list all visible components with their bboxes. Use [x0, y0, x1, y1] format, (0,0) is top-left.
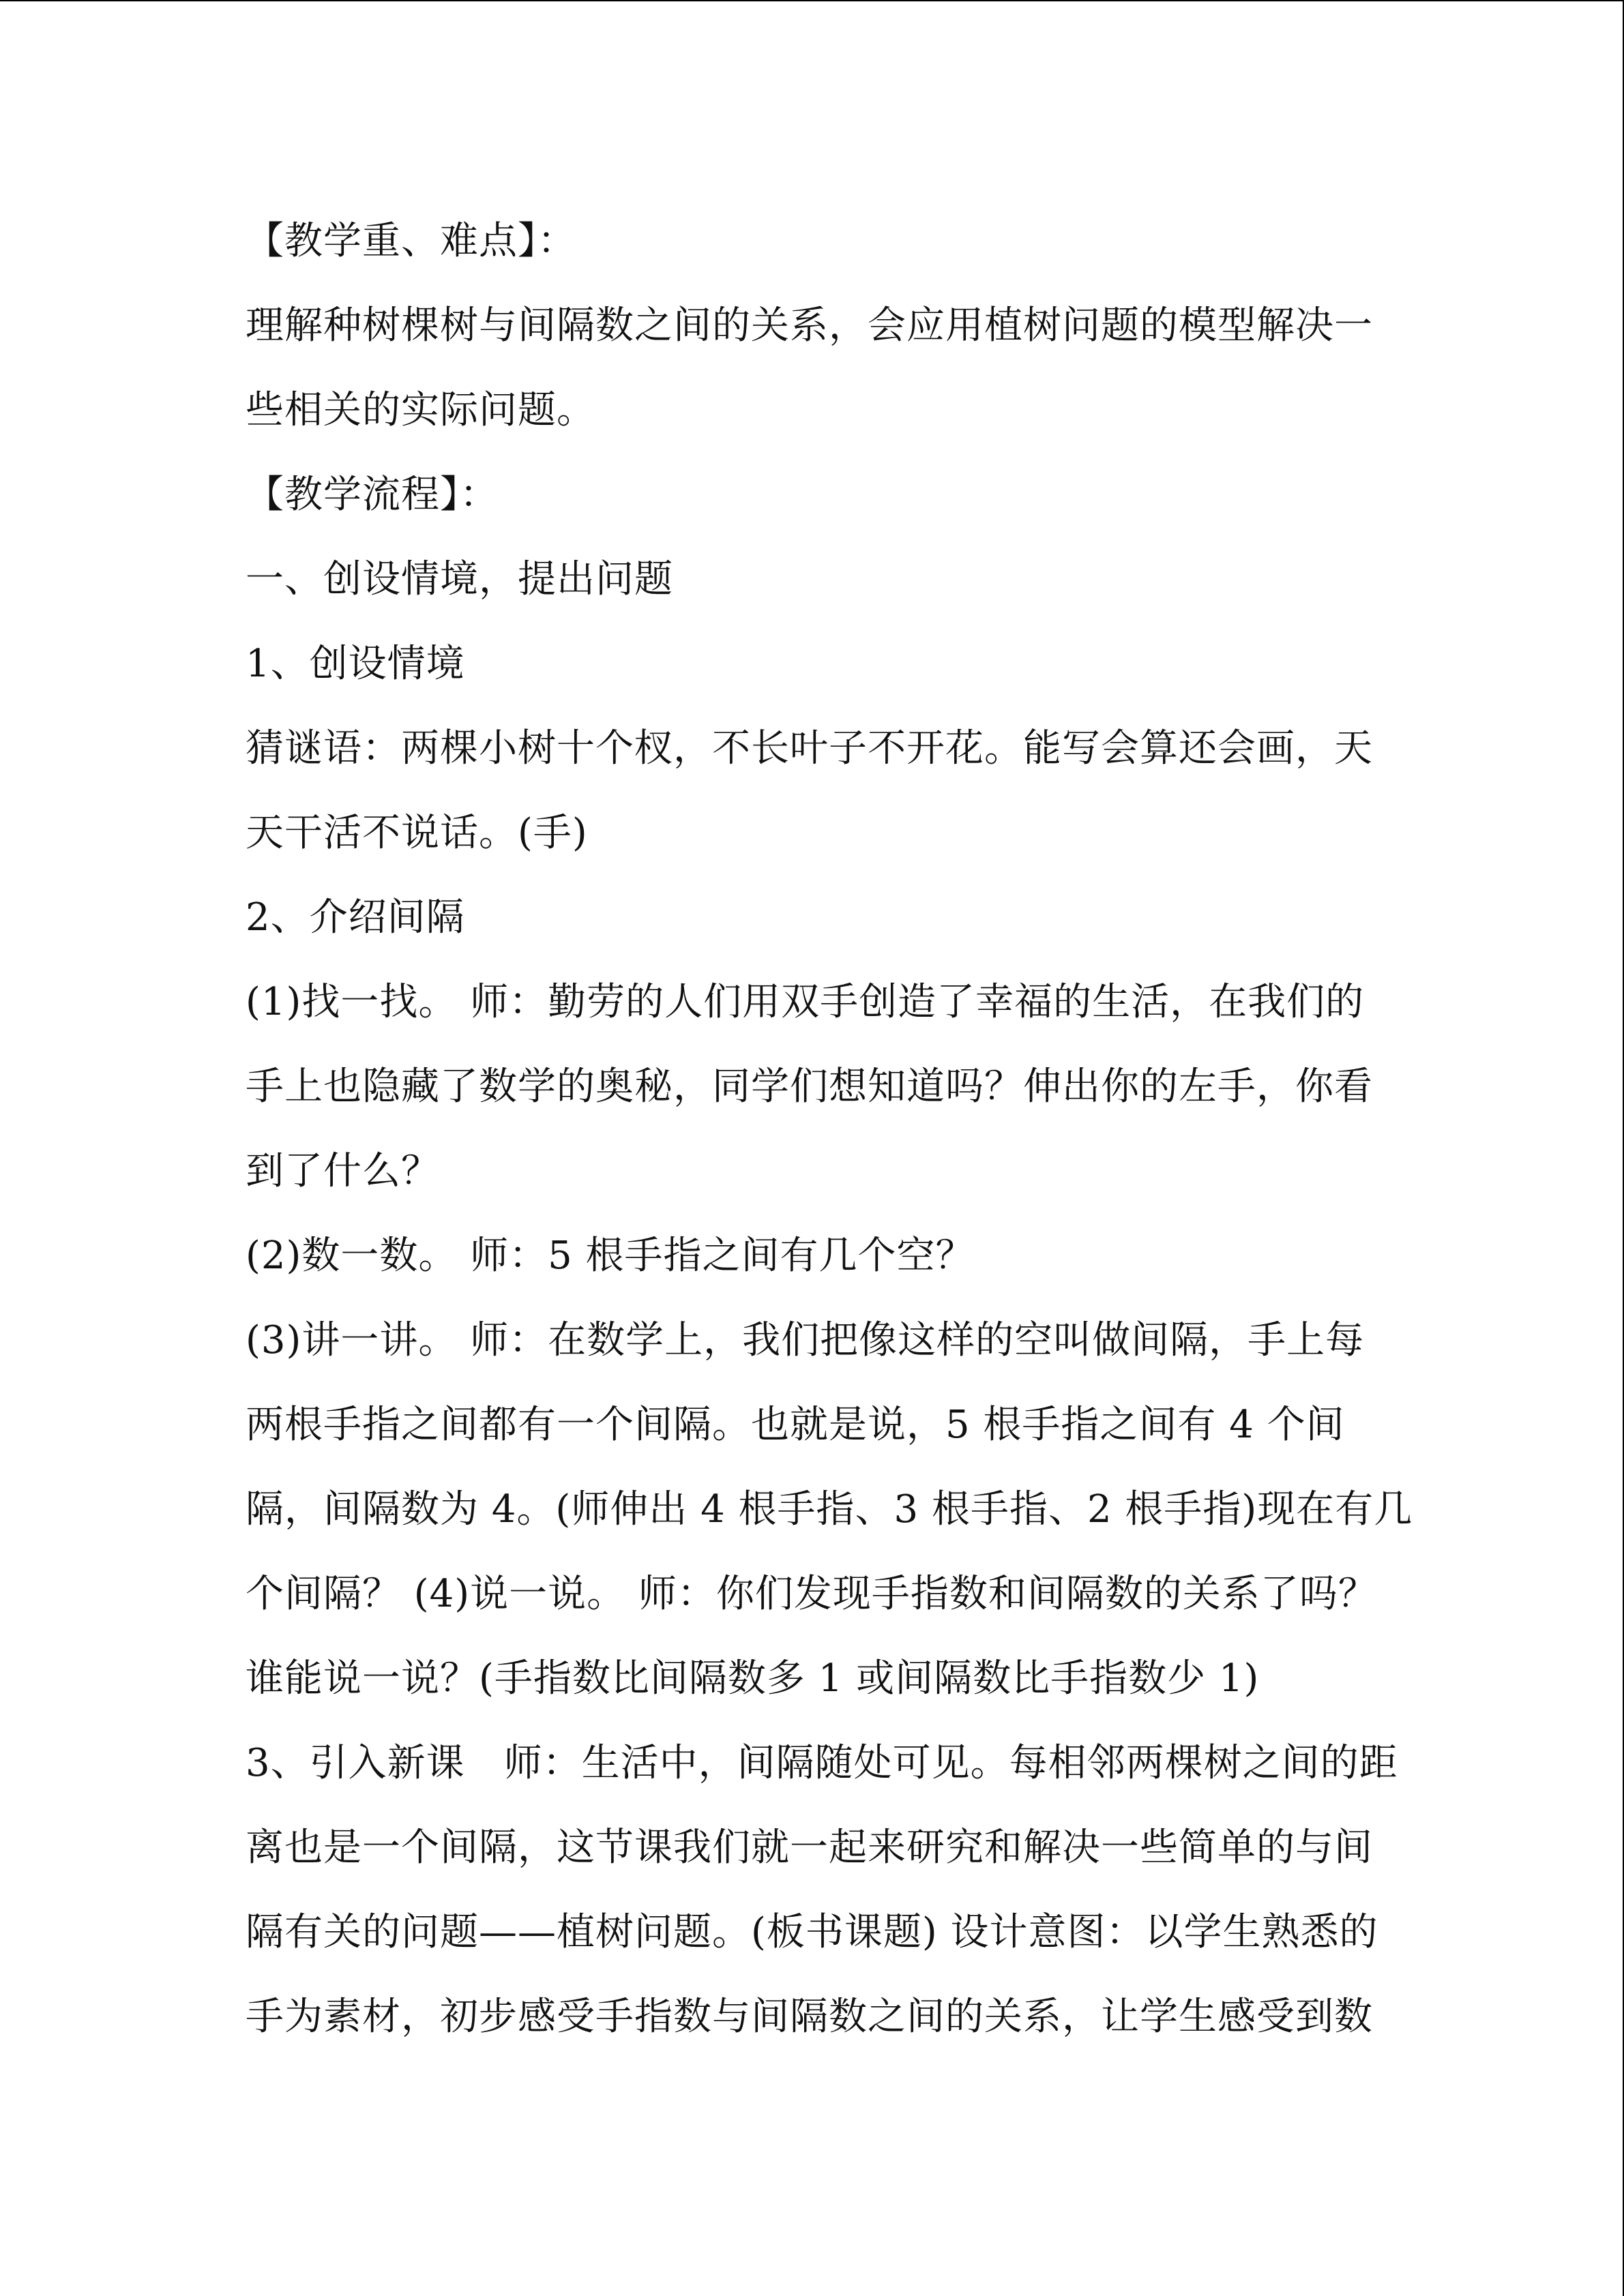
paragraph-line: 手上也隐藏了数学的奥秘，同学们想知道吗？伸出你的左手，你看 [246, 1064, 1373, 1109]
paragraph-line: 理解种树棵树与间隔数之间的关系，会应用植树问题的模型解决一 [246, 303, 1373, 348]
subsection-heading: 2、介绍间隔 [246, 895, 465, 940]
paragraph-line: 隔有关的问题——植树问题。(板书课题) 设计意图：以学生熟悉的 [246, 1910, 1378, 1954]
paragraph-line: 离也是一个间隔，这节课我们就一起来研究和解决一些简单的与间 [246, 1825, 1373, 1870]
subsection-heading: 一、创设情境，提出问题 [246, 557, 673, 601]
paragraph-line: 天干活不说话。(手) [246, 811, 588, 855]
paragraph-line: (1)找一找。 师：勤劳的人们用双手创造了幸福的生活，在我们的 [246, 980, 1365, 1024]
paragraph-line: 到了什么？ [246, 1149, 440, 1193]
paragraph-line: 谁能说一说？(手指数比间隔数多 1 或间隔数比手指数少 1) [246, 1656, 1260, 1701]
paragraph-line: 隔，间隔数为 4。(师伸出 4 根手指、3 根手指、2 根手指)现在有几 [246, 1487, 1413, 1532]
section-heading-procedure: 【教学流程】： [246, 473, 499, 517]
section-heading-key-points: 【教学重、难点】： [246, 219, 576, 263]
document-body [246, 213, 1413, 2073]
paragraph-line: 3、引入新课 师：生活中，间隔随处可见。每相邻两棵树之间的距 [246, 1741, 1398, 1785]
paragraph-line: 两根手指之间都有一个间隔。也就是说，5 根手指之间有 4 个间 [246, 1403, 1345, 1447]
paragraph-line: 猜谜语：两棵小树十个杈，不长叶子不开花。能写会算还会画，天 [246, 726, 1373, 771]
paragraph-line: 手为素材，初步感受手指数与间隔数之间的关系，让学生感受到数 [246, 1995, 1373, 2039]
paragraph-line: 个间隔？ (4)说一说。 师：你们发现手指数和间隔数的关系了吗？ [246, 1572, 1377, 1616]
paragraph-line: (2)数一数。 师：5 根手指之间有几个空？ [246, 1234, 975, 1278]
subsection-heading: 1、创设情境 [246, 642, 465, 686]
paragraph-line: (3)讲一讲。 师：在数学上，我们把像这样的空叫做间隔，手上每 [246, 1318, 1365, 1362]
paragraph-line: 些相关的实际问题。 [246, 388, 595, 432]
